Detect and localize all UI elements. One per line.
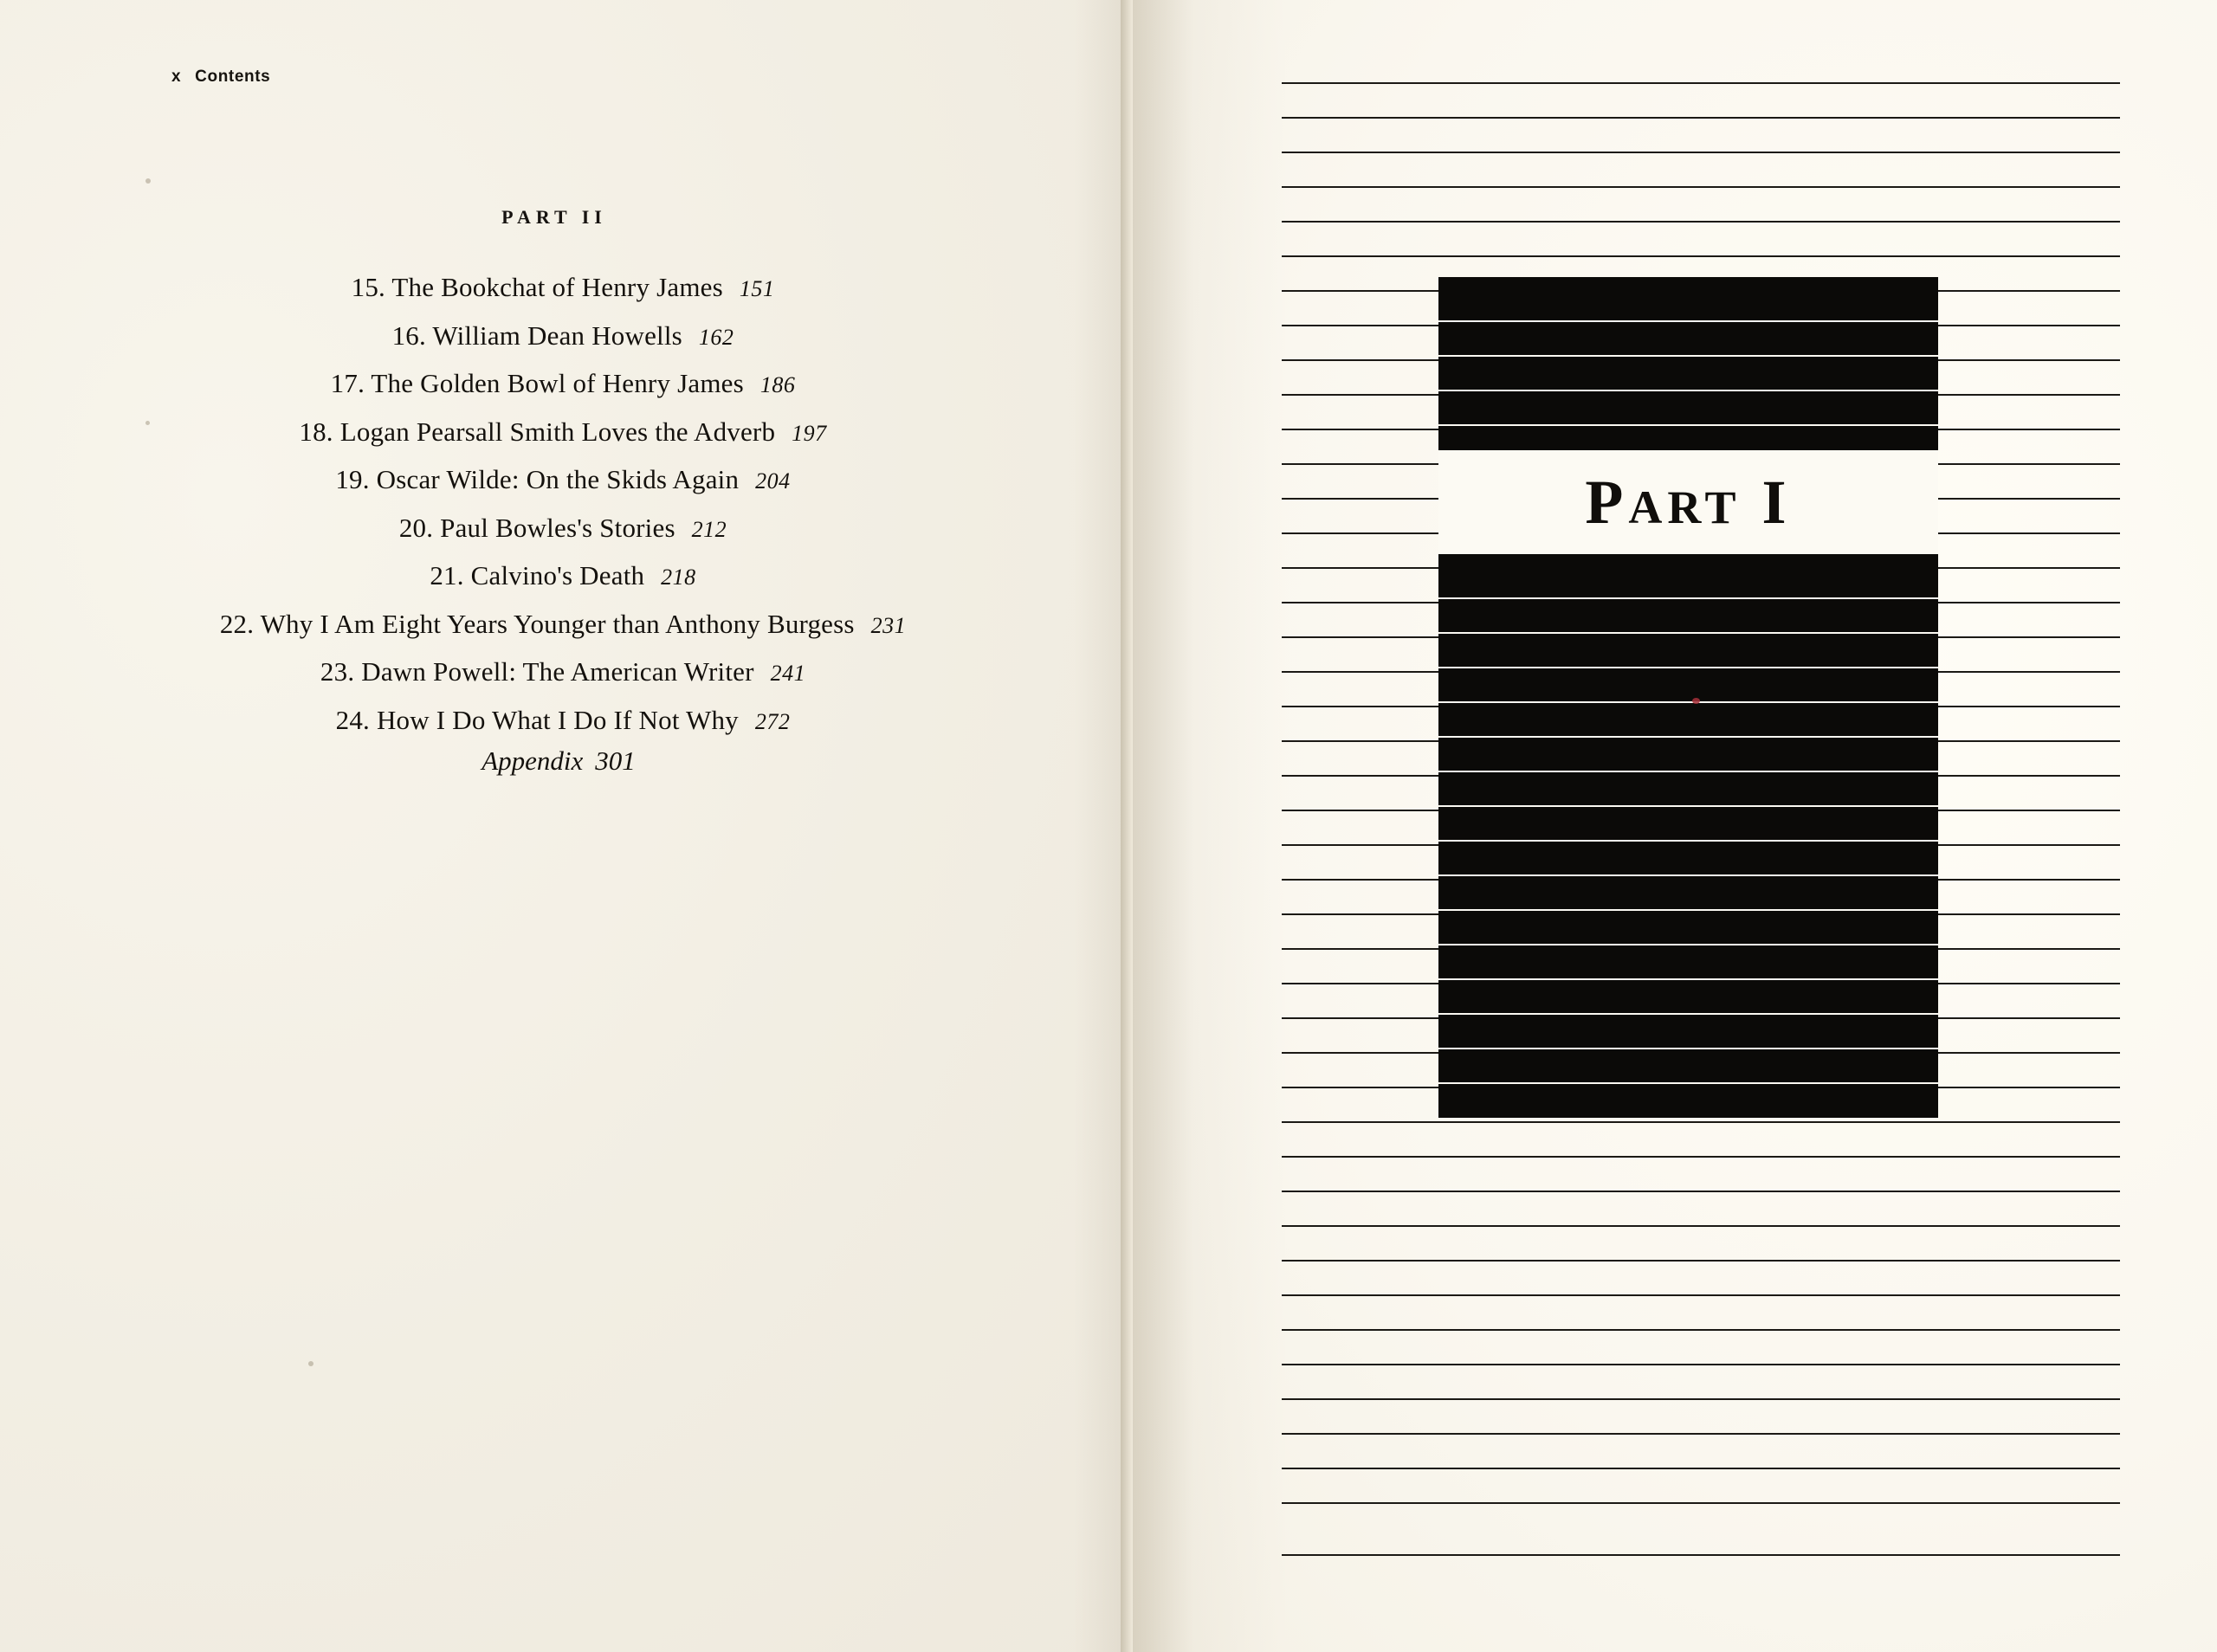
running-head-title: Contents (195, 68, 271, 86)
toc-entry-page: 162 (698, 324, 734, 350)
toc-entry-number: 15. (351, 272, 386, 302)
toc-entry (0, 264, 1126, 313)
toc-entry-number: 21. (430, 560, 464, 590)
rule-line (1282, 1364, 2120, 1365)
toc-entry-number: 22. (219, 608, 255, 639)
running-head (171, 68, 270, 87)
block-gap (1438, 909, 1938, 911)
toc-entry-title: The Golden Bowl of Henry James (371, 368, 744, 398)
toc-entry-page: 218 (661, 565, 696, 590)
rule-line (1282, 117, 2120, 119)
page-showthrough (156, 909, 935, 1096)
toc-entry (0, 505, 1126, 553)
appendix-label: Appendix (482, 745, 584, 776)
paper-speck (308, 1361, 313, 1366)
toc-entry-number: 23. (320, 656, 355, 687)
toc-entry-number: 19. (335, 464, 370, 494)
paper-speck (145, 178, 151, 184)
block-gap (1438, 978, 1938, 980)
rule-line (1282, 1398, 2120, 1400)
toc-entry-page: 186 (759, 372, 796, 397)
toc-entry (0, 409, 1126, 457)
block-gap (1438, 874, 1938, 876)
block-gap (1438, 1013, 1938, 1015)
rule-line (1282, 1554, 2120, 1556)
rule-line (1282, 1502, 2120, 1504)
toc-entry (0, 552, 1126, 601)
black-block-lower (1438, 554, 1938, 1118)
block-gap (1438, 632, 1938, 634)
block-gap (1438, 701, 1938, 703)
block-gap (1438, 736, 1938, 738)
toc-entry-title: Logan Pearsall Smith Loves the Adverb (339, 416, 776, 447)
rule-line (1282, 1294, 2120, 1296)
toc-entry (0, 313, 1126, 361)
toc-entry-page: 197 (792, 420, 827, 446)
block-gap (1438, 390, 1938, 391)
rule-line (1282, 82, 2120, 84)
toc-entry-title: William Dean Howells (432, 319, 682, 351)
page-folio: x (171, 68, 182, 86)
red-ink-mark (1692, 698, 1700, 704)
page-edge (1121, 0, 1133, 1652)
block-gap (1438, 1082, 1938, 1084)
toc-entry-title: Dawn Powell: The American Writer (361, 656, 754, 687)
rule-line (1282, 255, 2120, 257)
block-gap (1438, 944, 1938, 945)
block-gap (1438, 597, 1938, 599)
block-gap (1438, 355, 1938, 357)
rule-line (1282, 1225, 2120, 1227)
toc-entry-number: 24. (335, 704, 371, 735)
paper-speck (145, 421, 150, 425)
rule-line (1282, 1156, 2120, 1158)
toc-entry-number: 20. (398, 512, 434, 543)
toc-entry-page: 241 (770, 661, 806, 686)
rule-line (1282, 1260, 2120, 1262)
toc-entry-title: The Bookchat of Henry James (391, 272, 723, 302)
rule-line (1282, 1468, 2120, 1469)
table-of-contents (0, 264, 1126, 745)
toc-entry-title: Paul Bowles's Stories (440, 512, 675, 543)
toc-entry-number: 18. (299, 416, 333, 447)
part-heading: PART II (501, 206, 607, 228)
block-gap (1438, 424, 1938, 426)
rule-line (1282, 1191, 2120, 1192)
toc-entry-page: 212 (691, 516, 727, 542)
block-gap (1438, 667, 1938, 668)
block-gap (1438, 840, 1938, 842)
toc-entry-page: 204 (755, 468, 791, 494)
appendix-entry (0, 745, 1117, 777)
toc-entry-title: Why I Am Eight Years Younger than Anthony Burgess (260, 608, 855, 639)
block-gap (1438, 805, 1938, 807)
block-gap (1438, 320, 1938, 322)
toc-entry-title: How I Do What I Do If Not Why (376, 704, 739, 735)
rule-line (1282, 186, 2120, 188)
appendix-page: 301 (595, 745, 636, 776)
toc-entry-title: Calvino's Death (470, 560, 645, 590)
rule-line (1282, 221, 2120, 223)
toc-entry-page: 231 (870, 612, 907, 638)
toc-entry (0, 601, 1126, 649)
rule-line (1282, 152, 2120, 153)
block-gap (1438, 1048, 1938, 1049)
rule-line (1282, 1121, 2120, 1123)
block-gap (1438, 771, 1938, 772)
toc-entry-number: 17. (330, 368, 365, 398)
rule-line (1282, 1433, 2120, 1435)
toc-entry (0, 456, 1126, 505)
part-title-text: PART I (1585, 467, 1792, 537)
rule-line (1282, 1329, 2120, 1331)
toc-entry (0, 360, 1126, 409)
toc-entry-page: 151 (739, 276, 775, 301)
toc-entry (0, 697, 1126, 745)
toc-entry-page: 272 (754, 708, 791, 734)
toc-entry (0, 649, 1126, 697)
toc-entry-number: 16. (391, 319, 426, 351)
toc-entry-title: Oscar Wilde: On the Skids Again (376, 464, 740, 494)
part-title-banner (1438, 450, 1938, 554)
